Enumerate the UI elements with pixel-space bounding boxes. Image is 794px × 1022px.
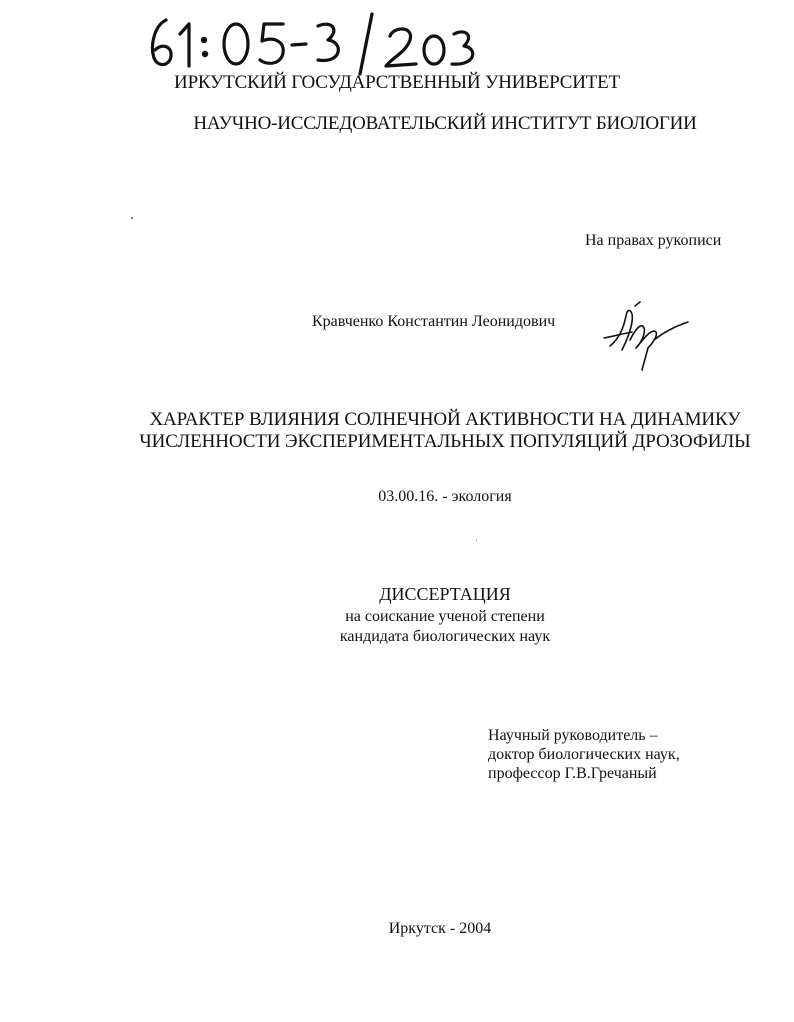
university-name: ИРКУТСКИЙ ГОСУДАРСТВЕННЫЙ УНИВЕРСИТЕТ: [174, 72, 620, 93]
adviser-line-1: Научный руководитель –: [488, 727, 658, 744]
adviser-line-2: доктор биологических наук,: [488, 746, 680, 763]
scan-speck: [476, 540, 477, 541]
dissertation-title-line-1: ХАРАКТЕР ВЛИЯНИЯ СОЛНЕЧНОЙ АКТИВНОСТИ НА ДИНАМИКУ: [149, 409, 741, 430]
scan-speck: [131, 217, 133, 219]
adviser-line-3: профессор Г.В.Гречаный: [488, 765, 657, 782]
dissertation-title-line-2: ЧИСЛЕННОСТИ ЭКСПЕРИМЕНТАЛЬНЫХ ПОПУЛЯЦИЙ ДРОЗОФИЛЫ: [139, 431, 751, 452]
city-year: Иркутск - 2004: [388, 920, 492, 937]
author-name: Кравченко Константин Леонидович: [312, 313, 556, 330]
rights-notice: На правах рукописи: [585, 232, 722, 249]
specialty-code: 03.00.16. - экология: [378, 488, 512, 505]
author-signature: [600, 298, 700, 373]
institute-name: НАУЧНО-ИССЛЕДОВАТЕЛЬСКИЙ ИНСТИТУТ БИОЛОГИИ: [193, 113, 697, 134]
degree-line-1: на соискание ученой степени: [345, 608, 545, 625]
dissertation-heading: ДИССЕРТАЦИЯ: [379, 584, 511, 604]
degree-line-2: кандидата биологических наук: [339, 628, 551, 645]
